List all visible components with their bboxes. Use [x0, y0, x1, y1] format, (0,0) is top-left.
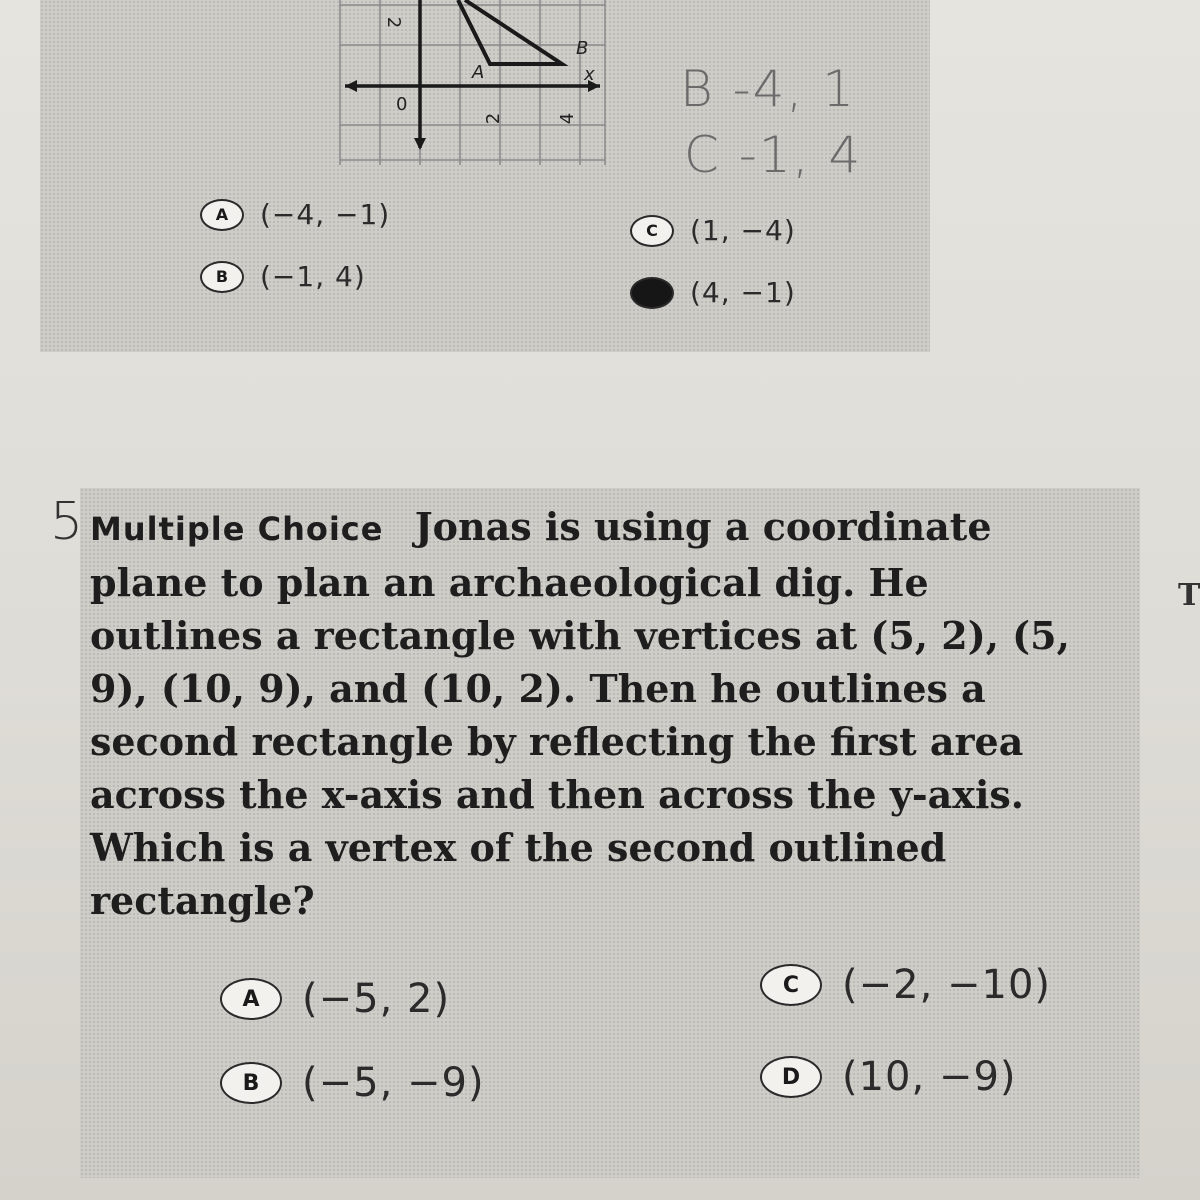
- choice-text: (−5, −9): [302, 1060, 485, 1106]
- graph-svg: [330, 0, 610, 170]
- choice-bubble[interactable]: D: [760, 1056, 822, 1098]
- y-tick-2: 2: [383, 16, 405, 29]
- choice-text: (−4, −1): [260, 198, 391, 231]
- handwriting-line-2: C -1, 4: [684, 126, 863, 184]
- choice-bubble-filled[interactable]: D: [630, 277, 674, 309]
- origin-label: 0: [396, 94, 408, 115]
- question-number: 5: [50, 492, 84, 552]
- choice-text: (4, −1): [690, 276, 796, 309]
- cut-off-edge-text: T: [1178, 578, 1200, 613]
- x-axis-label: x: [584, 64, 595, 85]
- x-tick-2: 2: [483, 112, 505, 125]
- triangle-abc: [458, 0, 562, 64]
- prev-choice-d-selected[interactable]: [630, 276, 796, 309]
- choice-d[interactable]: [760, 1054, 1017, 1100]
- choice-bubble[interactable]: B: [200, 261, 244, 293]
- choice-text: (−2, −10): [842, 962, 1052, 1008]
- choice-text: (−5, 2): [302, 976, 451, 1022]
- choice-bubble[interactable]: B: [220, 1062, 282, 1104]
- choice-c[interactable]: [760, 962, 1051, 1008]
- prev-choice-b[interactable]: [200, 260, 366, 293]
- x-axis-arrow-left: [345, 80, 357, 92]
- choice-a[interactable]: [220, 976, 450, 1022]
- y-axis-arrow: [414, 138, 426, 150]
- choice-text: (10, −9): [842, 1054, 1017, 1100]
- question-text: Jonas is using a coordinate plane to plan an archaeological dig. He outlines a rectangle with vertices at (5, 2), (5, 9), (10, 9), and (10, 2). Then he outlines a second rectangle by reflecting the first area across the x-axis and then across the y-axis. Which is a vertex of the second outlined rectangle?: [90, 504, 1070, 923]
- choice-bubble[interactable]: C: [630, 215, 674, 247]
- choice-b[interactable]: [220, 1060, 485, 1106]
- choice-bubble[interactable]: C: [760, 964, 822, 1006]
- choice-text: (1, −4): [690, 214, 796, 247]
- handwriting-line-1: B -4, 1: [680, 60, 857, 118]
- question-stem: [90, 500, 1090, 927]
- coordinate-graph: [330, 0, 610, 170]
- choice-bubble[interactable]: A: [200, 199, 244, 231]
- x-tick-4: 4: [557, 112, 579, 125]
- prev-choice-c[interactable]: [630, 214, 796, 247]
- choice-bubble[interactable]: A: [220, 978, 282, 1020]
- point-a-label: A: [472, 62, 485, 83]
- prev-choice-a[interactable]: [200, 198, 390, 231]
- question-type-label: Multiple Choice: [90, 510, 384, 548]
- point-b-label: B: [576, 38, 589, 59]
- choice-text: (−1, 4): [260, 260, 366, 293]
